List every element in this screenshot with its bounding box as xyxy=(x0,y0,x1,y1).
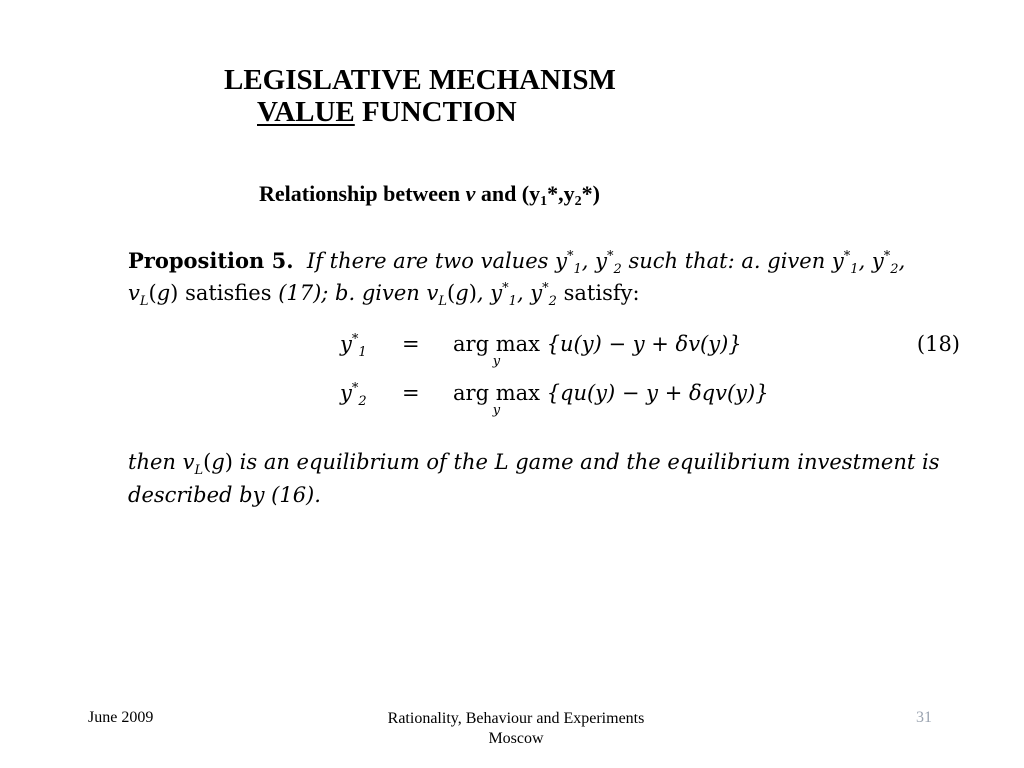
conclusion-text: is an equilibrium of the L game and the equilibrium investment is xyxy=(239,450,940,474)
conclusion-prefix: then xyxy=(128,450,176,474)
subtitle-star1: *,y xyxy=(547,181,575,206)
conclusion-line2: described by (16). xyxy=(128,483,321,507)
equation-number: (18) xyxy=(916,332,960,356)
eq2-rel: = xyxy=(402,381,420,405)
proposition-line2: $v_L(g)$ satisfies (17); b. given $v_L(g)$, $y^*_1$, $y^*_2$ satisfy: xyxy=(128,281,640,310)
footer-event: Rationality, Behaviour and Experiments xyxy=(387,710,645,727)
footer-date: June 2009 xyxy=(88,709,154,726)
eq1-argmax: arg max y xyxy=(453,332,540,369)
prop-text-5: satisfy: xyxy=(563,281,640,305)
prop-text-4: (17); b. given xyxy=(278,281,420,305)
slide-subtitle xyxy=(259,181,600,210)
prop-text-2: such that: a. given xyxy=(628,249,826,273)
proposition-label: Proposition 5. xyxy=(128,248,294,273)
subtitle-sub1: 1 xyxy=(540,194,548,209)
footer-location: Moscow xyxy=(488,730,544,747)
equation-18 xyxy=(340,332,960,369)
eq1-rel: = xyxy=(402,332,420,356)
eq1-lhs: $y^*_1$ xyxy=(340,332,367,361)
equation-18b xyxy=(340,381,769,418)
page-number: 31 xyxy=(916,709,932,726)
slide-title-line1: LEGISLATIVE MECHANISM xyxy=(224,64,616,96)
eq2-lhs: $y^*_2$ xyxy=(340,381,367,410)
title-rest: FUNCTION xyxy=(354,96,517,128)
eq2-argmax: arg max y xyxy=(453,381,540,418)
prop-text-1: If there are two values xyxy=(306,249,549,273)
subtitle-end: *) xyxy=(581,181,600,206)
prop-text-3: satisfies xyxy=(185,281,272,305)
subtitle-sub2: 2 xyxy=(574,194,582,209)
subtitle-mid: and (y xyxy=(475,181,541,206)
proposition-line1: Proposition 5. If there are two values $y^*_1$, $y^*_2$ such that: a. given $y^*_1$, $y^*_2$, xyxy=(128,248,906,278)
conclusion-line1: then $v_L(g)$ is an equilibrium of the L game and the equilibrium investment is xyxy=(128,450,940,479)
slide-title-line2 xyxy=(257,96,517,128)
eq1-rhs: {u(y) − y + δv(y)} xyxy=(546,332,742,356)
footer-center xyxy=(316,709,716,749)
subtitle-prefix: Relationship between xyxy=(259,181,466,206)
title-underlined-word: VALUE xyxy=(257,96,355,128)
eq2-rhs: {qu(y) − y + δqv(y)} xyxy=(546,381,769,405)
subtitle-var: v xyxy=(465,181,476,206)
